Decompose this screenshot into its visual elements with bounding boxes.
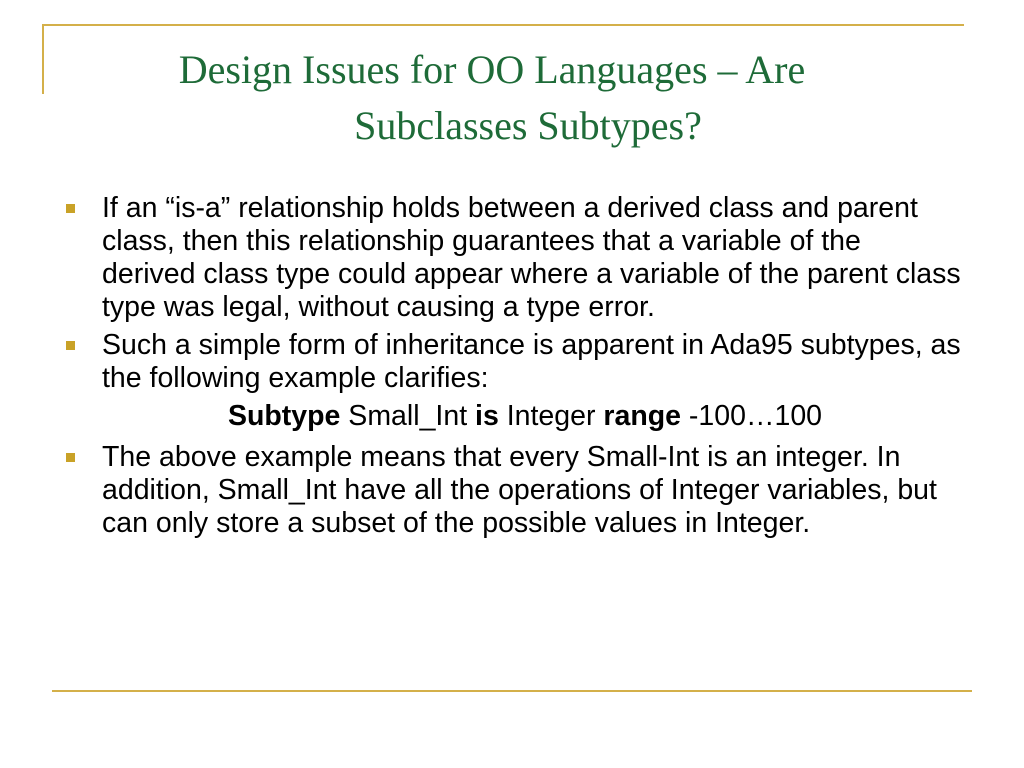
- bullet-item: [62, 192, 962, 324]
- code-text: Integer: [498, 400, 604, 432]
- bottom-rule: [52, 690, 972, 692]
- code-keyword: range: [603, 400, 682, 432]
- bullet-item: [62, 329, 962, 395]
- bullet-text: If an “is-a” relationship holds between a derived class and parent class, then this relationship guarantees that a variable of the derived class type could appear where a variable of the parent class type was legal, without causing a type error.: [102, 192, 961, 323]
- title-line-2: Subclasses Subtypes?: [354, 103, 702, 148]
- bullet-text: Such a simple form of inheritance is apparent in Ada95 subtypes, as the following example clarifies:: [102, 329, 961, 394]
- slide-title: [60, 42, 980, 154]
- top-rule: [42, 24, 964, 26]
- code-text: Small_Int: [340, 400, 476, 432]
- code-text: -100…100: [681, 400, 823, 432]
- square-bullet-icon: [66, 341, 75, 350]
- code-keyword: Subtype: [227, 400, 341, 432]
- slide-body: [62, 192, 962, 545]
- bullet-text: The above example means that every Small-Int is an integer. In addition, Small_Int have all the operations of Integer variables, but can only store a subset of the possible values in Integer.: [102, 441, 937, 539]
- title-line-1: Design Issues for OO Languages – Are: [178, 47, 806, 92]
- left-rule: [42, 24, 44, 94]
- bullet-item: [62, 441, 962, 540]
- code-keyword: is: [475, 400, 499, 432]
- square-bullet-icon: [66, 453, 75, 462]
- square-bullet-icon: [66, 204, 75, 213]
- code-example: [62, 400, 962, 433]
